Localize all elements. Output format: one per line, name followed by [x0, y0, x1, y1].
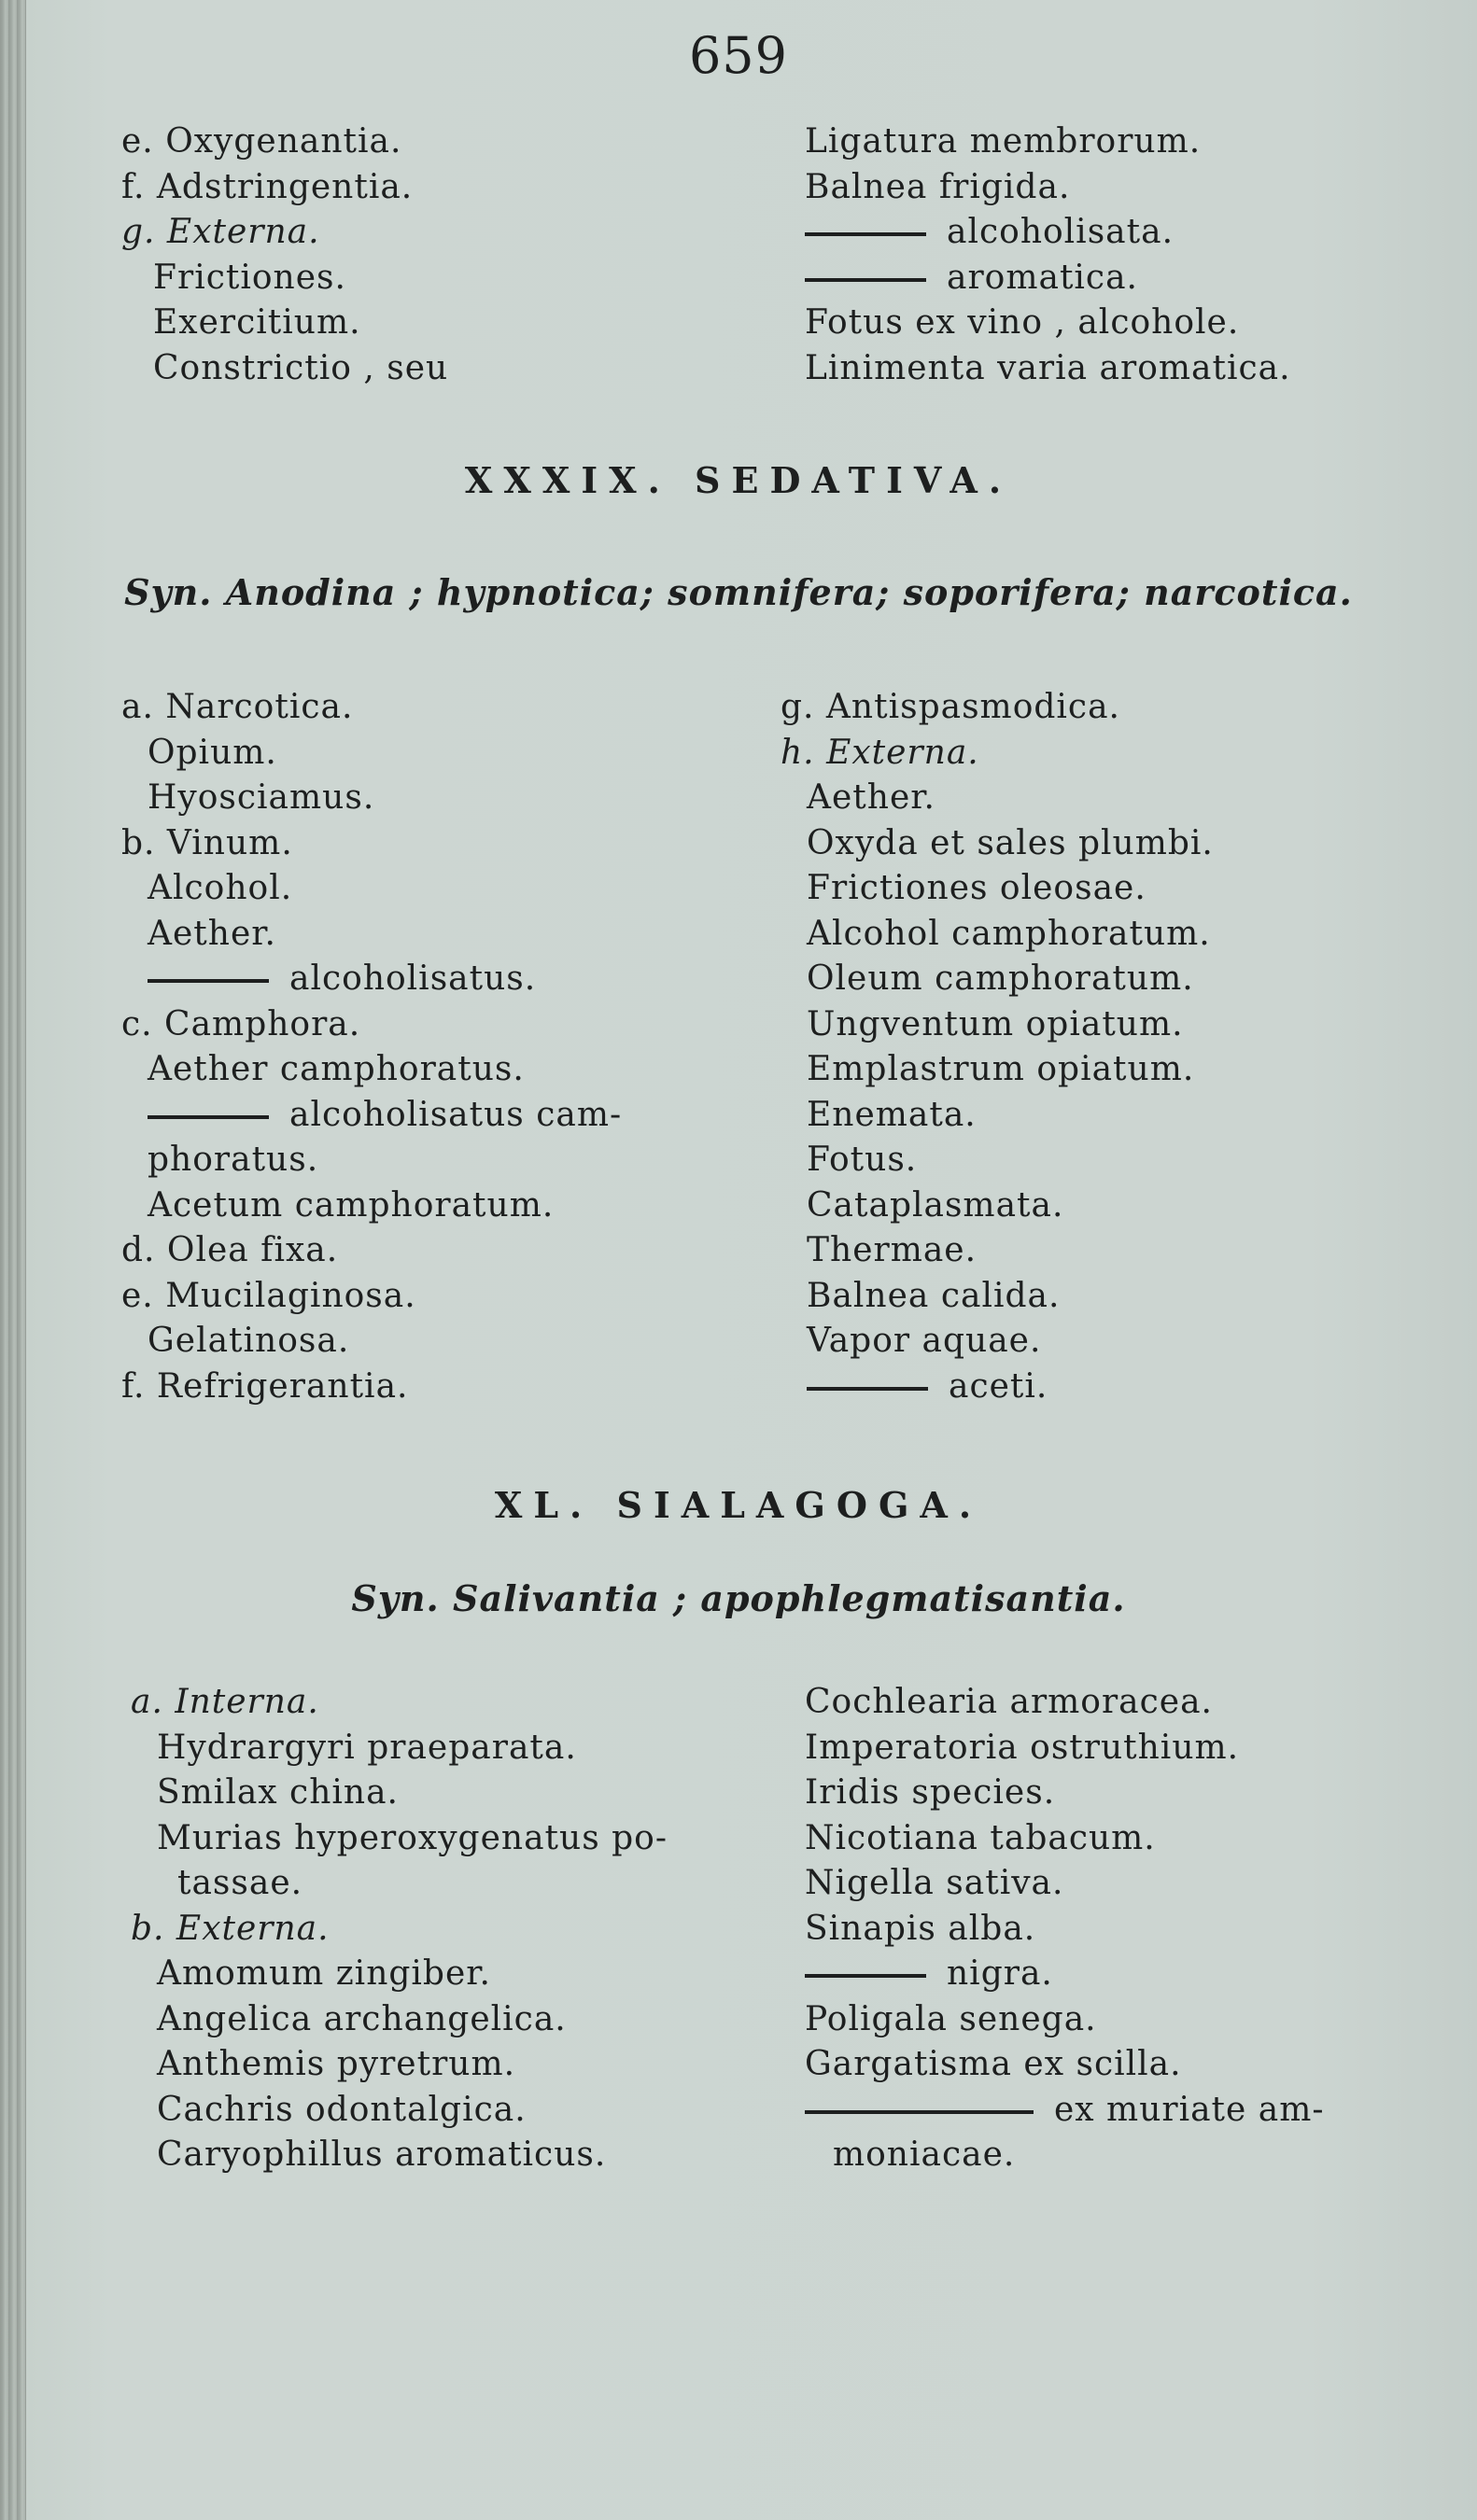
list-item-text: alcoholisata.	[947, 213, 1175, 251]
list-item-text: ex muriate am-	[1054, 2090, 1325, 2129]
list-item: Gargatisma ex scilla.	[805, 2045, 1182, 2083]
list-item-text: alcoholisatus cam-	[289, 1095, 623, 1134]
list-item: Oleum camphoratum.	[807, 959, 1194, 998]
list-item-text: nigra.	[947, 1954, 1053, 1993]
list-item: Oxyda et sales plumbi.	[807, 823, 1214, 862]
list-item: a. Interna.	[131, 1683, 319, 1721]
list-item: Murias hyperoxygenatus po-	[157, 1818, 668, 1857]
top-left-column	[121, 119, 448, 391]
list-item: Hyosciamus.	[148, 778, 375, 817]
page-binding-edge	[0, 0, 26, 2520]
list-item: e. Mucilaginosa.	[121, 1276, 416, 1315]
list-item: b. Externa.	[131, 1909, 330, 1948]
list-item: Aether camphoratus.	[148, 1050, 525, 1088]
list-item: Smilax china.	[157, 1773, 399, 1812]
sedativa-right-column	[781, 685, 1214, 1409]
list-item: b. Vinum.	[121, 823, 293, 862]
list-item: Cataplasmata.	[807, 1185, 1064, 1225]
list-item-text: aceti.	[949, 1366, 1048, 1406]
list-item: Anthemis pyretrum.	[157, 2045, 516, 2083]
sialagoga-right-column	[805, 1680, 1325, 2178]
list-item: Vapor aquae.	[807, 1322, 1042, 1360]
list-item: d. Olea fixa.	[121, 1231, 339, 1269]
list-item	[805, 210, 1291, 256]
list-item: tassae.	[177, 1864, 303, 1902]
list-item: Angelica archangelica.	[157, 1999, 567, 2038]
list-item: Acetum camphoratum.	[148, 1185, 555, 1225]
list-item	[121, 1093, 622, 1139]
list-item: f. Refrigerantia.	[121, 1366, 409, 1406]
sialagoga-left-column	[131, 1680, 668, 2178]
list-item-text: aromatica.	[947, 258, 1138, 297]
repeat-dash	[148, 1115, 269, 1119]
list-item: Fotus.	[807, 1141, 918, 1179]
list-item: g. Antispasmodica.	[781, 688, 1120, 726]
list-item	[121, 957, 622, 1002]
repeat-dash	[805, 2110, 1034, 2114]
list-item: Iridis species.	[805, 1773, 1056, 1812]
list-item: Opium.	[148, 733, 277, 772]
list-item: Constrictio , seu	[153, 348, 449, 387]
synonyms-sialagoga: Syn. Salivantia ; apophlegmatisantia.	[351, 1577, 1126, 1619]
list-item: Ligatura membrorum.	[805, 122, 1202, 161]
list-item: c. Camphora.	[121, 1004, 361, 1043]
list-item: g. Externa.	[121, 213, 320, 251]
top-right-column	[805, 119, 1291, 391]
list-item: h. Externa.	[781, 733, 979, 772]
list-item	[805, 2088, 1325, 2134]
list-item: Linimenta varia aromatica.	[805, 348, 1291, 387]
sedativa-left-column	[121, 685, 622, 1409]
list-item: Fotus ex vino , alcohole.	[805, 303, 1240, 342]
repeat-dash	[805, 232, 926, 236]
section-heading-sialagoga: XL. SIALAGOGA.	[494, 1484, 983, 1526]
list-item: Hydrargyri praeparata.	[157, 1728, 577, 1767]
list-item: Poligala senega.	[805, 1999, 1097, 2038]
list-item: Sinapis alba.	[805, 1909, 1036, 1948]
list-item: Nicotiana tabacum.	[805, 1818, 1156, 1857]
page-number: 659	[688, 26, 789, 85]
list-item	[805, 256, 1291, 301]
list-item: Balnea calida.	[807, 1276, 1061, 1315]
list-item: Imperatoria ostruthium.	[805, 1728, 1240, 1767]
list-item: Amomum zingiber.	[157, 1954, 491, 1993]
list-item-text: alcoholisatus.	[289, 959, 537, 998]
list-item	[781, 1365, 1214, 1410]
list-item: Nigella sativa.	[805, 1864, 1064, 1902]
list-item	[805, 1952, 1325, 1997]
list-item: Gelatinosa.	[148, 1322, 350, 1360]
list-item: Frictiones oleosae.	[807, 869, 1146, 907]
list-item: Cachris odontalgica.	[157, 2090, 527, 2129]
list-item: Ungventum opiatum.	[807, 1004, 1184, 1043]
list-item: e. Oxygenantia.	[121, 122, 402, 161]
list-item: Cochlearia armoracea.	[805, 1683, 1214, 1721]
list-item: Alcohol camphoratum.	[807, 914, 1211, 953]
list-item: Emplastrum opiatum.	[807, 1050, 1195, 1088]
list-item: Aether.	[148, 914, 276, 953]
list-item: Frictiones.	[153, 258, 346, 297]
list-item: a. Narcotica.	[121, 688, 354, 726]
list-item: moniacae.	[833, 2135, 1016, 2174]
list-item: Balnea frigida.	[805, 167, 1071, 206]
section-heading-sedativa: XXXIX. SEDATIVA.	[464, 459, 1013, 501]
list-item: Enemata.	[807, 1095, 977, 1134]
list-item: Aether.	[807, 778, 935, 817]
repeat-dash	[807, 1387, 928, 1391]
list-item: phoratus.	[148, 1141, 319, 1179]
synonyms-sedativa: Syn. Anodina ; hypnotica; somnifera; soporifera; narcotica.	[124, 571, 1353, 613]
repeat-dash	[805, 278, 926, 282]
repeat-dash	[805, 1974, 926, 1978]
list-item: Thermae.	[807, 1231, 978, 1269]
list-item: Alcohol.	[148, 869, 293, 907]
list-item: f. Adstringentia.	[121, 167, 414, 206]
list-item: Caryophillus aromaticus.	[157, 2135, 607, 2174]
repeat-dash	[148, 979, 269, 983]
list-item: Exercitium.	[153, 303, 361, 342]
